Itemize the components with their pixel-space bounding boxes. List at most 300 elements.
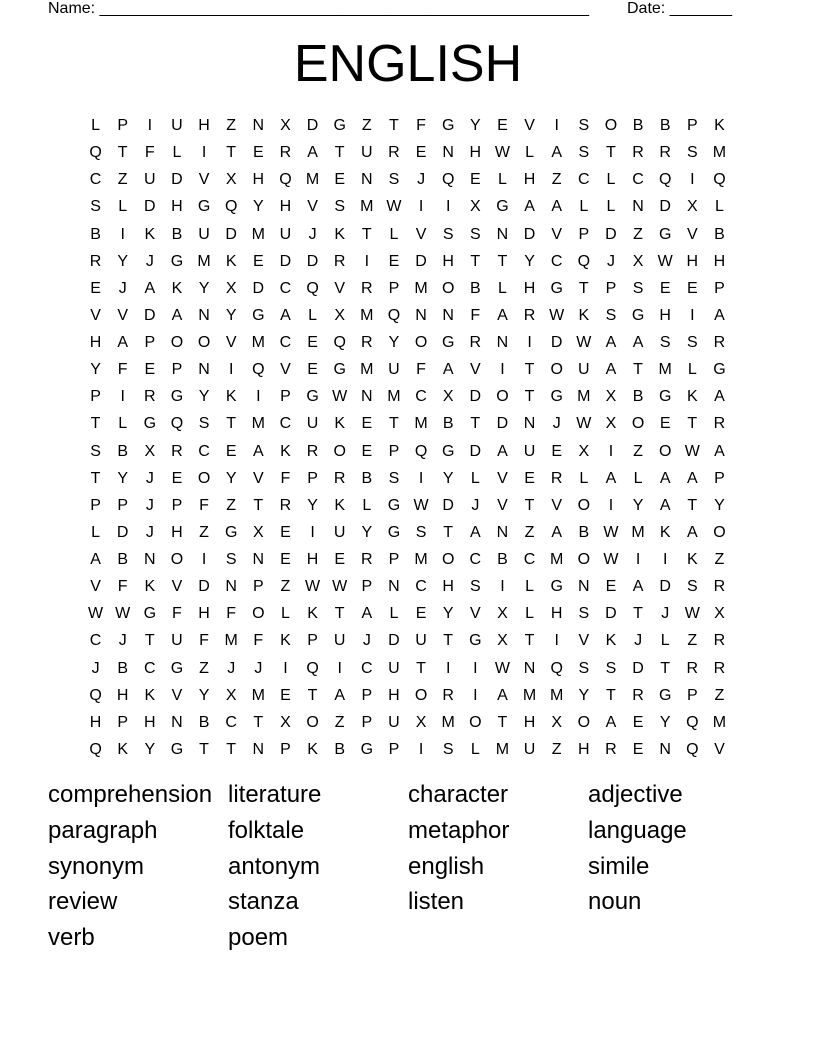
grid-letter: T xyxy=(334,605,345,623)
grid-letter: N xyxy=(415,306,427,324)
grid-letter: G xyxy=(387,523,401,541)
grid-letter: C xyxy=(361,659,373,677)
grid-letter: C xyxy=(415,388,427,406)
grid-letter: M xyxy=(251,686,265,704)
grid-letter: P xyxy=(578,225,590,243)
grid-letter: V xyxy=(469,605,481,623)
grid-letter: B xyxy=(90,225,101,243)
name-field: Name: _______________________________________________________ xyxy=(48,0,589,17)
grid-letter: N xyxy=(659,740,671,758)
grid-letter: L xyxy=(687,361,697,379)
grid-letter: X xyxy=(144,442,156,460)
grid-letter: E xyxy=(686,279,698,297)
grid-letter: R xyxy=(361,279,373,297)
grid-letter: U xyxy=(333,523,346,541)
grid-letter: D xyxy=(144,306,156,324)
grid-letter: W xyxy=(603,551,619,568)
grid-letter: H xyxy=(171,523,183,541)
grid-letter: S xyxy=(388,469,400,487)
grid-letter: Q xyxy=(441,171,455,189)
grid-letter: L xyxy=(497,171,507,189)
grid-letter: P xyxy=(388,442,400,460)
grid-letter: E xyxy=(307,334,318,351)
grid-letter: Z xyxy=(633,442,643,460)
grid-letter: B xyxy=(361,469,373,487)
grid-letter: S xyxy=(225,551,237,568)
grid-letter: B xyxy=(117,659,129,677)
grid-letter: S xyxy=(578,605,590,623)
grid-letter: G xyxy=(441,117,455,134)
grid-letter: M xyxy=(712,713,727,731)
grid-letter: I xyxy=(201,551,207,568)
grid-letter: T xyxy=(524,632,535,650)
word-item: language xyxy=(588,816,687,844)
grid-letter: I xyxy=(147,117,153,134)
grid-letter: P xyxy=(307,469,318,487)
grid-letter: N xyxy=(578,578,590,596)
grid-letter: P xyxy=(361,713,373,731)
grid-letter: E xyxy=(280,686,291,704)
grid-letter: M xyxy=(224,632,238,650)
grid-letter: E xyxy=(415,605,427,623)
grid-letter: G xyxy=(170,740,184,758)
grid-letter: B xyxy=(334,740,346,758)
grid-letter: H xyxy=(198,605,210,623)
grid-letter: Z xyxy=(199,523,209,541)
grid-letter: L xyxy=(118,198,128,216)
grid-letter: M xyxy=(360,306,374,324)
grid-letter: Q xyxy=(89,144,102,162)
grid-letter: J xyxy=(362,632,371,650)
grid-letter: Q xyxy=(658,171,672,189)
grid-letter: Y xyxy=(252,198,264,216)
grid-letter: G xyxy=(333,361,346,379)
grid-letter: I xyxy=(256,388,261,406)
grid-letter: H xyxy=(659,306,671,324)
grid-letter: J xyxy=(552,415,561,433)
grid-letter: Q xyxy=(279,171,292,189)
grid-letter: S xyxy=(578,144,590,162)
grid-letter: O xyxy=(414,334,428,351)
grid-letter: F xyxy=(172,605,182,623)
grid-letter: B xyxy=(578,523,590,541)
grid-letter: K xyxy=(117,740,129,758)
grid-letter: I xyxy=(364,252,370,270)
grid-letter: I xyxy=(662,551,668,568)
grid-letter: S xyxy=(632,279,644,297)
grid-letter: B xyxy=(632,117,644,134)
grid-letter: S xyxy=(605,306,617,324)
grid-letter: D xyxy=(279,252,292,270)
grid-letter: K xyxy=(334,225,346,243)
grid-letter: T xyxy=(199,740,209,758)
grid-letter: X xyxy=(497,605,508,623)
grid-letter: A xyxy=(171,306,183,324)
grid-letter: T xyxy=(524,388,535,406)
grid-letter: V xyxy=(307,198,318,216)
grid-letter: G xyxy=(441,442,455,460)
grid-letter: H xyxy=(388,686,400,704)
grid-letter: X xyxy=(334,306,346,324)
grid-letter: G xyxy=(143,605,157,623)
grid-letter: G xyxy=(170,252,184,270)
grid-letter: Y xyxy=(632,496,644,514)
grid-letter: F xyxy=(117,361,128,379)
grid-letter: O xyxy=(170,334,184,351)
grid-letter: J xyxy=(254,659,263,677)
grid-letter: M xyxy=(658,361,672,379)
grid-letter: A xyxy=(714,388,725,406)
grid-letter: G xyxy=(550,279,563,297)
grid-letter: H xyxy=(469,144,482,162)
word-item: review xyxy=(48,888,118,916)
grid-letter: X xyxy=(714,605,725,623)
grid-letter: Y xyxy=(225,306,237,324)
grid-letter: L xyxy=(525,578,535,596)
grid-letter: E xyxy=(497,117,508,134)
grid-letter: D xyxy=(306,252,319,270)
grid-letter: G xyxy=(170,659,184,677)
grid-letter: E xyxy=(252,144,264,162)
grid-letter: X xyxy=(605,415,617,433)
grid-letter: B xyxy=(497,551,508,568)
grid-letter: R xyxy=(333,469,346,487)
grid-letter: L xyxy=(470,740,480,758)
grid-letter: J xyxy=(145,252,154,270)
grid-letter: K xyxy=(714,117,725,134)
grid-letter: O xyxy=(333,442,346,460)
grid-letter: U xyxy=(333,632,346,650)
grid-letter: Z xyxy=(199,659,209,677)
grid-letter: T xyxy=(307,686,318,704)
grid-letter: W xyxy=(413,496,429,514)
grid-letter: I xyxy=(500,578,505,596)
grid-letter: U xyxy=(144,171,156,189)
grid-letter: R xyxy=(713,659,726,677)
grid-letter: G xyxy=(658,686,672,704)
grid-letter: U xyxy=(171,632,183,650)
grid-letter: D xyxy=(469,442,482,460)
grid-letter: V xyxy=(524,117,535,134)
grid-letter: A xyxy=(605,361,617,379)
grid-letter: P xyxy=(117,117,129,134)
grid-letter: T xyxy=(117,144,128,162)
grid-letter: A xyxy=(90,551,101,568)
grid-letter: V xyxy=(497,496,508,514)
grid-letter: W xyxy=(576,415,592,433)
grid-letter: K xyxy=(144,578,156,596)
grid-letter: L xyxy=(497,279,507,297)
grid-letter: A xyxy=(659,469,671,487)
grid-letter: S xyxy=(415,523,427,541)
grid-letter: M xyxy=(387,388,401,406)
grid-letter: R xyxy=(144,388,156,406)
grid-letter: L xyxy=(660,632,670,650)
grid-letter: T xyxy=(524,496,535,514)
grid-letter: S xyxy=(469,225,481,243)
grid-letter: K xyxy=(307,605,318,623)
grid-letter: I xyxy=(445,198,451,216)
grid-letter: K xyxy=(334,496,346,514)
grid-letter: T xyxy=(497,252,508,270)
grid-letter: Y xyxy=(714,496,725,514)
grid-letter: H xyxy=(144,713,156,731)
word-item: poem xyxy=(228,924,289,952)
word-list xyxy=(48,777,768,956)
grid-letter: Y xyxy=(307,496,318,514)
grid-letter: F xyxy=(416,117,426,134)
grid-letter: K xyxy=(225,252,237,270)
grid-letter: K xyxy=(280,442,291,460)
grid-letter: B xyxy=(171,225,183,243)
grid-letter: O xyxy=(170,551,184,568)
grid-letter: A xyxy=(144,279,156,297)
grid-letter: R xyxy=(171,442,183,460)
grid-letter: P xyxy=(280,740,291,758)
word-item: verb xyxy=(48,924,95,952)
grid-letter: L xyxy=(579,198,589,216)
grid-letter: M xyxy=(414,415,428,433)
grid-letter: V xyxy=(334,279,346,297)
grid-letter: O xyxy=(252,605,265,623)
grid-letter: E xyxy=(388,252,400,270)
grid-letter: E xyxy=(90,279,101,297)
grid-letter: A xyxy=(307,144,318,162)
grid-letter: Q xyxy=(306,279,319,297)
grid-letter: Y xyxy=(117,252,129,270)
grid-letter: P xyxy=(280,388,291,406)
grid-letter: R xyxy=(659,144,671,162)
grid-letter: D xyxy=(632,659,644,677)
word-item: antonym xyxy=(228,852,321,880)
grid-letter: L xyxy=(389,605,399,623)
grid-letter: T xyxy=(497,713,508,731)
grid-letter: T xyxy=(90,415,101,433)
grid-letter: N xyxy=(442,306,454,324)
grid-letter: M xyxy=(495,740,510,758)
grid-letter: A xyxy=(252,442,264,460)
grid-letter: A xyxy=(524,198,535,216)
grid-letter: I xyxy=(418,198,424,216)
grid-letter: K xyxy=(280,632,291,650)
grid-letter: A xyxy=(659,496,671,514)
grid-letter: Q xyxy=(577,252,591,270)
grid-letter: N xyxy=(171,713,183,731)
grid-letter: F xyxy=(144,144,155,162)
word-item: listen xyxy=(408,888,465,916)
grid-letter: U xyxy=(523,442,536,460)
grid-letter: N xyxy=(523,659,536,677)
grid-letter: S xyxy=(686,144,698,162)
grid-letter: L xyxy=(606,171,616,189)
grid-letter: P xyxy=(605,279,617,297)
grid-letter: E xyxy=(334,171,346,189)
grid-letter: Q xyxy=(224,198,238,216)
grid-letter: O xyxy=(577,713,591,731)
grid-letter: X xyxy=(686,198,698,216)
grid-letter: U xyxy=(415,632,427,650)
grid-letter: E xyxy=(469,171,481,189)
grid-letter: R xyxy=(713,632,726,650)
grid-letter: C xyxy=(89,632,102,650)
grid-letter: G xyxy=(360,740,374,758)
grid-letter: N xyxy=(144,551,156,568)
grid-letter: D xyxy=(415,252,427,270)
grid-letter: N xyxy=(252,551,265,568)
grid-letter: J xyxy=(145,523,154,541)
grid-letter: O xyxy=(414,686,428,704)
grid-letter: L xyxy=(389,225,399,243)
grid-letter: Q xyxy=(414,442,428,460)
grid-letter: L xyxy=(579,469,589,487)
grid-letter: C xyxy=(89,171,102,189)
grid-letter: Z xyxy=(551,171,562,189)
grid-letter: F xyxy=(117,578,128,596)
grid-letter: K xyxy=(686,388,698,406)
grid-letter: E xyxy=(632,713,644,731)
grid-letter: I xyxy=(608,496,614,514)
grid-letter: G xyxy=(496,198,509,216)
grid-letter: Z xyxy=(524,523,535,541)
grid-letter: B xyxy=(714,225,725,243)
grid-letter: W xyxy=(332,578,348,596)
grid-letter: J xyxy=(634,632,643,650)
grid-letter: E xyxy=(171,469,183,487)
grid-letter: I xyxy=(473,659,478,677)
grid-letter: I xyxy=(500,361,505,379)
grid-letter: K xyxy=(578,306,590,324)
grid-letter: I xyxy=(283,659,288,677)
grid-letter: W xyxy=(549,306,565,324)
grid-letter: Q xyxy=(713,171,726,189)
grid-letter: S xyxy=(469,578,481,596)
grid-letter: M xyxy=(550,551,564,568)
grid-letter: T xyxy=(226,740,237,758)
grid-letter: G xyxy=(224,523,238,541)
grid-letter: I xyxy=(554,632,559,650)
grid-letter: O xyxy=(197,469,211,487)
grid-letter: Q xyxy=(89,740,102,758)
grid-letter: D xyxy=(442,496,454,514)
grid-letter: R xyxy=(361,334,373,351)
grid-letter: Y xyxy=(578,686,590,704)
grid-letter: W xyxy=(576,334,592,351)
grid-letter: B xyxy=(117,551,129,568)
grid-letter: L xyxy=(91,117,101,134)
word-item: noun xyxy=(588,888,642,916)
grid-letter: S xyxy=(578,117,590,134)
grid-letter: T xyxy=(226,144,237,162)
word-item: simile xyxy=(588,852,650,880)
grid-letter: M xyxy=(712,144,727,162)
grid-letter: P xyxy=(307,632,318,650)
grid-letter: O xyxy=(496,388,509,406)
grid-letter: R xyxy=(89,252,102,270)
grid-letter: D xyxy=(225,225,237,243)
grid-letter: I xyxy=(120,225,125,243)
grid-letter: X xyxy=(280,713,291,731)
grid-letter: D xyxy=(469,388,482,406)
grid-letter: N xyxy=(361,171,373,189)
grid-letter: Y xyxy=(198,279,210,297)
grid-letter: C xyxy=(198,442,210,460)
grid-letter: F xyxy=(280,469,291,487)
grid-letter: Z xyxy=(361,117,372,134)
grid-letter: D xyxy=(306,117,319,134)
grid-letter: V xyxy=(117,306,129,324)
grid-letter: A xyxy=(605,469,617,487)
grid-letter: V xyxy=(90,306,101,324)
grid-letter: M xyxy=(251,334,265,351)
grid-letter: E xyxy=(280,523,291,541)
grid-letter: C xyxy=(632,171,644,189)
grid-letter: T xyxy=(253,713,264,731)
grid-letter: N xyxy=(442,144,454,162)
grid-letter: R xyxy=(523,306,536,324)
grid-letter: P xyxy=(361,686,373,704)
grid-letter: X xyxy=(605,388,617,406)
grid-letter: L xyxy=(714,198,724,216)
grid-letter: X xyxy=(225,279,237,297)
grid-letter: C xyxy=(279,279,292,297)
grid-letter: M xyxy=(197,252,211,270)
grid-letter: S xyxy=(578,659,590,677)
grid-letter: D xyxy=(605,605,617,623)
grid-letter: Y xyxy=(198,388,210,406)
grid-letter: A xyxy=(605,334,617,351)
grid-letter: N xyxy=(496,225,509,243)
grid-letter: K xyxy=(144,686,156,704)
grid-letter: A xyxy=(714,442,725,460)
grid-letter: I xyxy=(473,686,478,704)
grid-letter: T xyxy=(443,523,454,541)
grid-letter: W xyxy=(115,605,131,623)
grid-letter: T xyxy=(687,415,698,433)
grid-letter: R xyxy=(306,442,319,460)
grid-letter: I xyxy=(418,740,424,758)
grid-letter: L xyxy=(633,469,643,487)
grid-letter: H xyxy=(442,252,454,270)
grid-letter: T xyxy=(389,117,399,134)
grid-letter: R xyxy=(388,144,400,162)
grid-letter: V xyxy=(252,469,264,487)
grid-letter: K xyxy=(225,388,237,406)
header xyxy=(48,0,748,20)
grid-letter: L xyxy=(172,144,182,162)
grid-letter: F xyxy=(470,306,481,324)
grid-letter: X xyxy=(578,442,590,460)
grid-letter: T xyxy=(606,686,616,704)
grid-letter: E xyxy=(225,442,237,460)
grid-letter: R xyxy=(550,469,563,487)
grid-letter: W xyxy=(332,388,348,406)
grid-letter: B xyxy=(632,388,644,406)
grid-letter: M xyxy=(360,198,374,216)
grid-letter: T xyxy=(443,632,454,650)
grid-letter: I xyxy=(310,523,315,541)
grid-letter: D xyxy=(523,225,536,243)
grid-letter: S xyxy=(442,225,454,243)
grid-letter: A xyxy=(361,605,373,623)
grid-letter: F xyxy=(253,632,264,650)
grid-letter: C xyxy=(469,551,482,568)
grid-letter: K xyxy=(307,740,318,758)
grid-letter: T xyxy=(606,144,616,162)
grid-letter: C xyxy=(523,551,536,568)
grid-letter: I xyxy=(554,117,559,134)
grid-letter: I xyxy=(690,171,695,189)
grid-letter: A xyxy=(280,306,291,324)
